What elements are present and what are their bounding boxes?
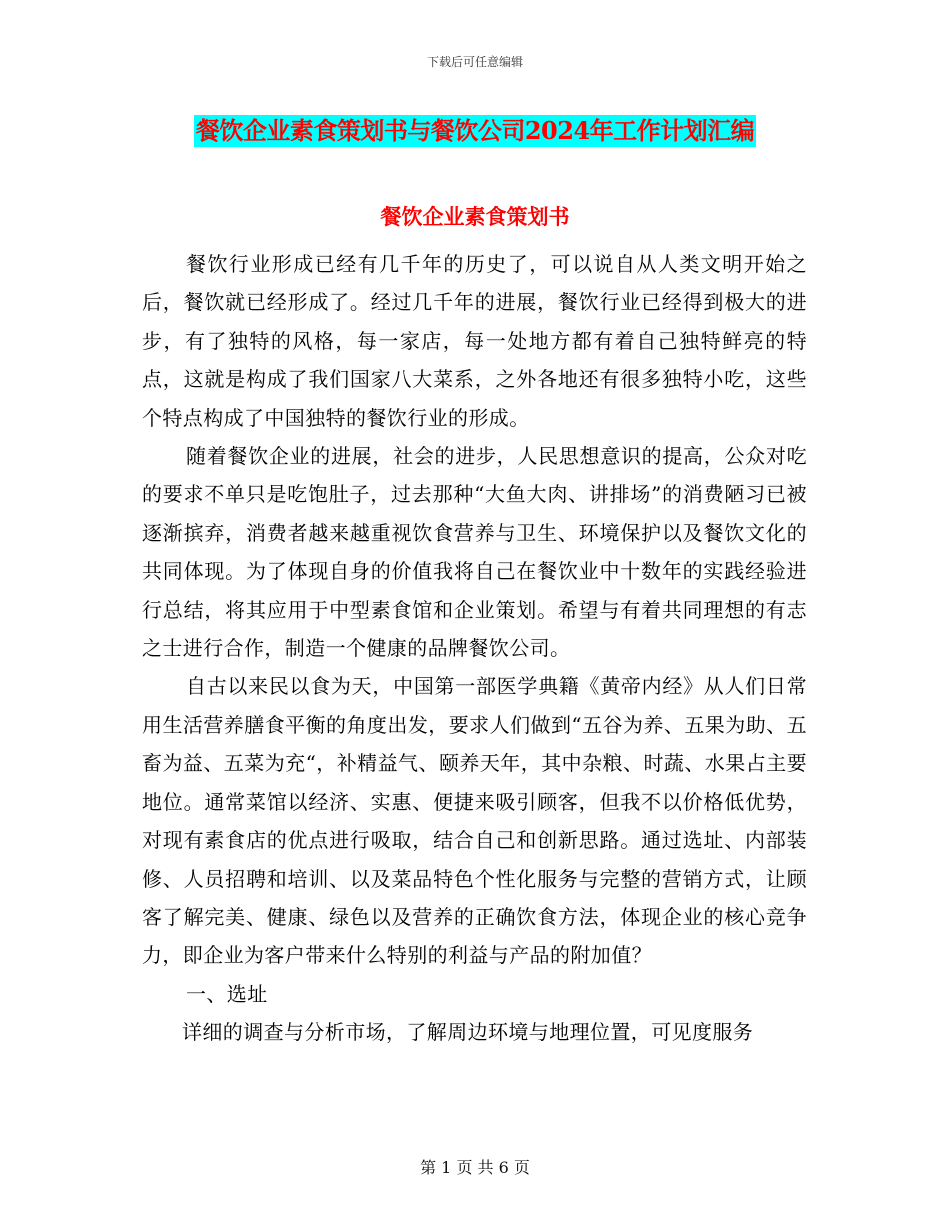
main-title-wrap (0, 115, 950, 147)
section-title: 餐饮企业素食策划书 (380, 204, 570, 229)
page-footer: 第 1 页 共 6 页 (420, 1158, 530, 1177)
header-note: 下载后可任意编辑 (426, 55, 523, 69)
section-heading: 一、选址 (186, 981, 268, 1006)
main-title: 餐饮企业素食策划书与餐饮公司2024年工作计划汇编 (195, 116, 755, 145)
body-text (142, 245, 807, 1052)
paragraph: 餐饮行业形成已经有几千年的历史了，可以说自从人类文明开始之后，餐饮就已经形成了。经过几千年的进展，餐饮行业已经得到极大的进步，有了独特的风格，每一家店，每一处地方都有着自己独特鲜亮的特点，这就是构成了我们国家八大菜系，之外各地还有很多独特小吃，这些个特点构成了中国独特的餐饮行业的形成。 (142, 252, 807, 430)
paragraph: 详细的调查与分析市场，了解周边环境与地理位置，可见度服务 (182, 1020, 754, 1045)
paragraph: 自古以来民以食为天，中国第一部医学典籍《黄帝内经》从人们日常用生活营养膳食平衡的角度出发，要求人们做到“五谷为养、五果为助、五畜为益、五菜为充“，补精益气、颐养天年，其中杂粮、时蔬、水果占主要地位。通常菜馆以经济、实惠、便捷来吸引顾客，但我不以价格低优势，对现有素食店的优点进行吸取，结合自己和创新思路。通过选址、内部装修、人员招聘和培训、以及菜品特色个性化服务与完整的营销方式，让顾客了解完美、健康、绿色以及营养的正确饮食方法，体现企业的核心竞争力，即企业为客户带来什么特别的利益与产品的附加值？ (142, 674, 807, 968)
paragraph: 随着餐饮企业的进展，社会的进步，人民思想意识的提高，公众对吃的要求不单只是吃饱肚子，过去那种“大鱼大肉、讲排场”的消费陋习已被逐渐摈弃，消费者越来越重视饮食营养与卫生、环境保护以及餐饮文化的共同体现。为了体现自身的价值我将自己在餐饮业中十数年的实践经验进行总结，将其应用于中型素食馆和企业策划。希望与有着共同理想的有志之士进行合作，制造一个健康的品牌餐饮公司。 (142, 444, 807, 661)
